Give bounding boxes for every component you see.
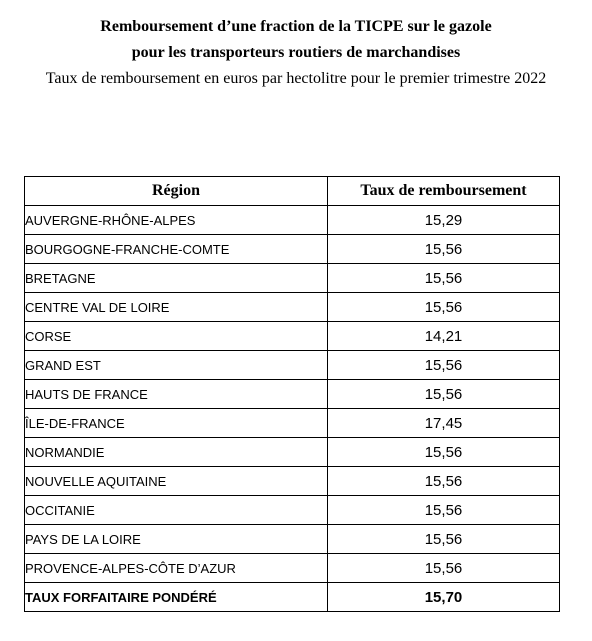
region-cell: PROVENCE-ALPES-CÔTE D’AZUR xyxy=(25,554,328,583)
region-cell: CENTRE VAL DE LOIRE xyxy=(25,293,328,322)
total-rate-cell: 15,70 xyxy=(328,583,560,612)
table-row xyxy=(25,322,560,351)
rate-cell: 15,29 xyxy=(328,206,560,235)
region-cell: OCCITANIE xyxy=(25,496,328,525)
column-header-rate: Taux de remboursement xyxy=(328,177,560,206)
region-cell: NOUVELLE AQUITAINE xyxy=(25,467,328,496)
region-cell: BRETAGNE xyxy=(25,264,328,293)
rate-cell: 15,56 xyxy=(328,525,560,554)
refund-rates-table xyxy=(24,176,560,612)
document-title-line-1: Remboursement d’une fraction de la TICPE sur le gazole xyxy=(100,18,492,35)
region-cell: NORMANDIE xyxy=(25,438,328,467)
column-header-region: Région xyxy=(25,177,328,206)
document-subtitle: Taux de remboursement en euros par hectolitre pour le premier trimestre 2022 xyxy=(45,70,547,87)
table-total-row xyxy=(25,583,560,612)
region-cell: CORSE xyxy=(25,322,328,351)
rate-cell: 15,56 xyxy=(328,467,560,496)
region-cell: AUVERGNE-RHÔNE-ALPES xyxy=(25,206,328,235)
table-row xyxy=(25,467,560,496)
document-header xyxy=(0,14,592,92)
table-row xyxy=(25,409,560,438)
table-row xyxy=(25,264,560,293)
table-row xyxy=(25,438,560,467)
table-row xyxy=(25,206,560,235)
rate-cell: 15,56 xyxy=(328,264,560,293)
total-label-cell: TAUX FORFAITAIRE PONDÉRÉ xyxy=(25,583,328,612)
rate-cell: 15,56 xyxy=(328,496,560,525)
rate-cell: 15,56 xyxy=(328,293,560,322)
rate-cell: 15,56 xyxy=(328,438,560,467)
table-row xyxy=(25,554,560,583)
table-row xyxy=(25,351,560,380)
region-cell: ÎLE-DE-FRANCE xyxy=(25,409,328,438)
document-title-line-2: pour les transporteurs routiers de marchandises xyxy=(131,44,461,61)
region-cell: PAYS DE LA LOIRE xyxy=(25,525,328,554)
table-header-row xyxy=(25,177,560,206)
rate-cell: 15,56 xyxy=(328,380,560,409)
table-row xyxy=(25,293,560,322)
region-cell: HAUTS DE FRANCE xyxy=(25,380,328,409)
rate-cell: 14,21 xyxy=(328,322,560,351)
rate-cell: 15,56 xyxy=(328,235,560,264)
rate-cell: 15,56 xyxy=(328,554,560,583)
rate-cell: 17,45 xyxy=(328,409,560,438)
region-cell: GRAND EST xyxy=(25,351,328,380)
table-row xyxy=(25,525,560,554)
table-row xyxy=(25,380,560,409)
region-cell: BOURGOGNE-FRANCHE-COMTE xyxy=(25,235,328,264)
table-row xyxy=(25,496,560,525)
rate-cell: 15,56 xyxy=(328,351,560,380)
table-row xyxy=(25,235,560,264)
